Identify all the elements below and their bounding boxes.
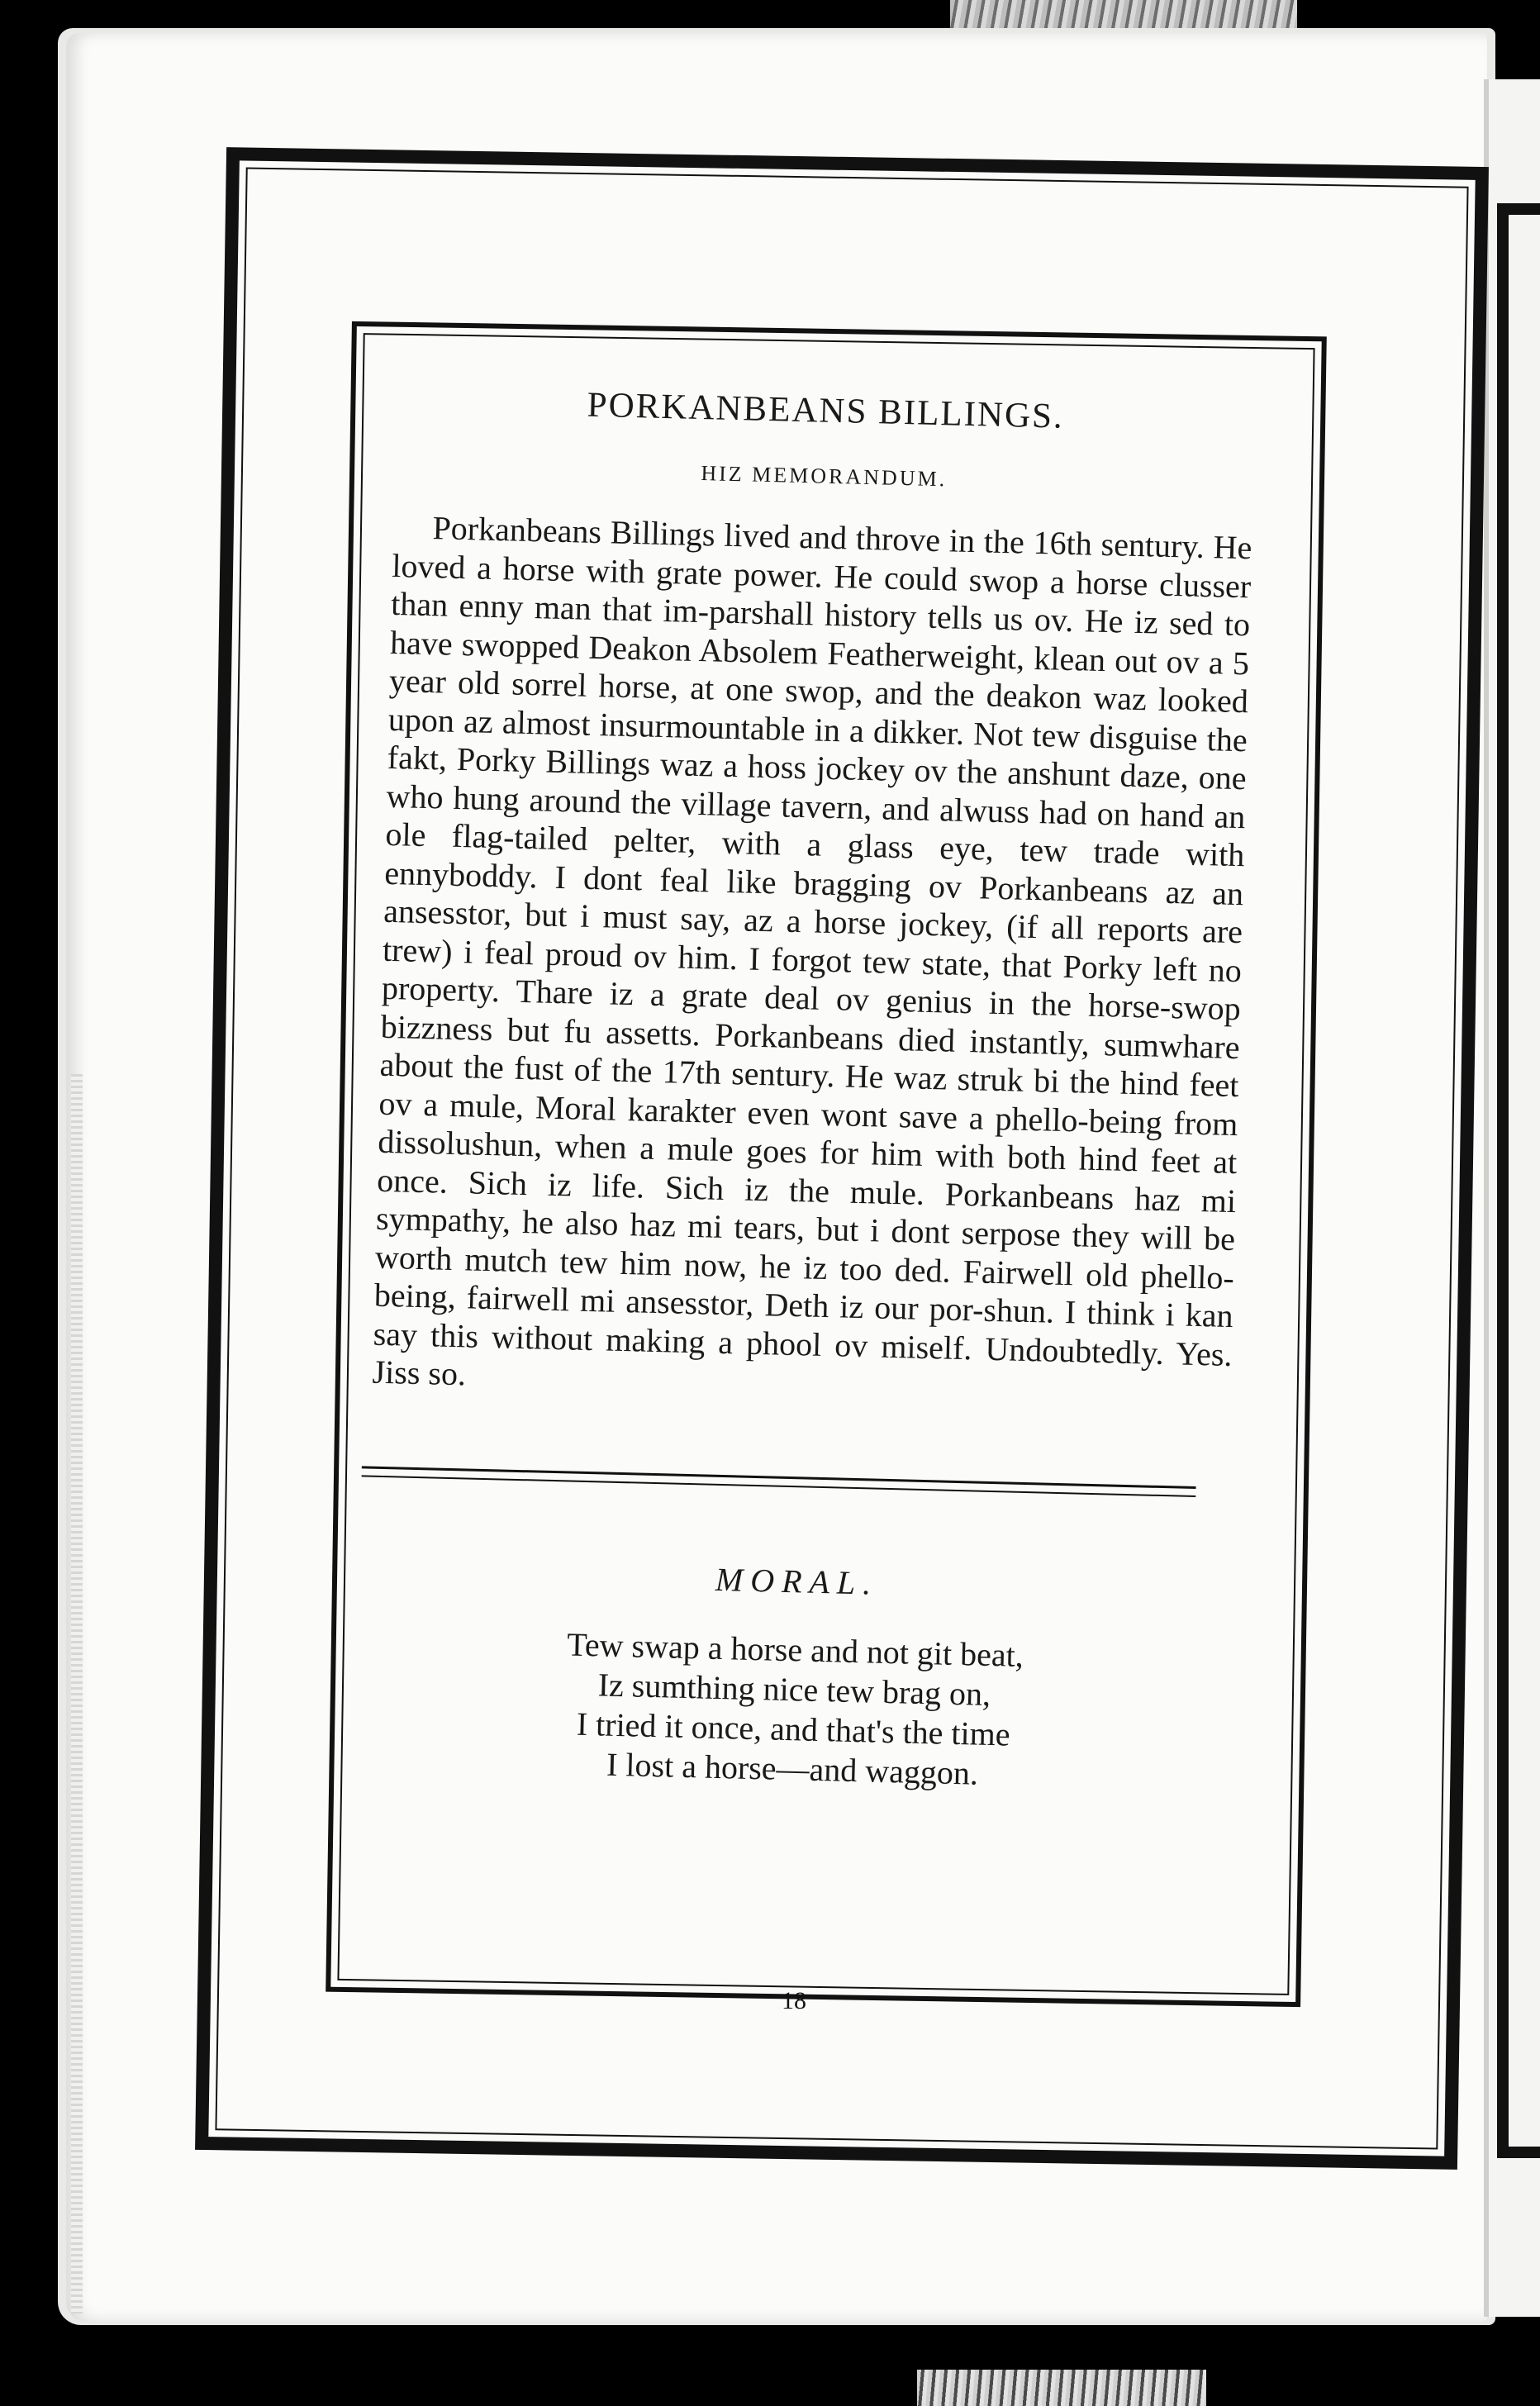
facing-page-frame [1497, 203, 1540, 2158]
verse-line: I lost a horse—and waggon. [606, 1745, 979, 1792]
page-number: 18 [782, 1987, 806, 2014]
page-subtitle: HIZ MEMORANDUM. [701, 461, 948, 492]
body-paragraph: Porkanbeans Billings lived and throve in the 16th sentury. He loved a horse with grate power. He could swop a horse clusser than enny man that im-parshall history tells us ov. He iz sed to have swopped Deakon Absolem Featherweight, klean out ov a 5 year old sorrel horse, at one swop, and the deakon waz looked upon az almost insurmountable in a dikker. Not tew disguise the fakt, Porky Billings waz a hoss jockey ov the anshunt daze, one who hung around the village tavern, and alwuss had on hand an ole flag-tailed pelter, with a glass eye, tew trade with ennyboddy. I dont feal like bragging ov Porkanbeans az an ansesstor, but i must say, az a horse jockey, (if all reports are trew) i feal proud ov him. I forgot tew state, that Porky left no property. Thare iz a grate deal ov genius in the horse-swop bizzness but fu assetts. Porkanbeans died instantly, sumwhare about the fust of the 17th sentury. He waz struk bi the hind feet ov a mule, Moral karakter even wont save a phello-being from dissolushun, when a mule goes for him with both hind feet at once. Sich iz life. Sich iz the mule. Porkanbeans haz mi sympathy, he also haz mi tears, but i dont serpose they will be worth mutch tew him now, he iz too ded. Fairwell old phello-being, fairwell mi ansesstor, Deth iz our por-shun. I think i kan say this without making a phool ov miself. Undoubtedly. Yes. Jiss so. [372, 509, 1252, 1393]
verse-line: Iz sumthing nice tew brag on, [597, 1665, 991, 1713]
book-spine-bottom [917, 2370, 1206, 2406]
verse-line: I tried it once, and that's the time [576, 1705, 1011, 1753]
divider-rule [362, 1466, 1196, 1497]
page-title: PORKANBEANS BILLINGS. [587, 385, 1065, 436]
moral-verse [363, 1619, 1225, 1799]
page-binding-edge [71, 1074, 83, 2313]
moral-heading: MORAL. [715, 1560, 879, 1602]
page-content [363, 380, 1256, 1799]
verse-line: Tew swap a horse and not git beat, [566, 1625, 1024, 1674]
